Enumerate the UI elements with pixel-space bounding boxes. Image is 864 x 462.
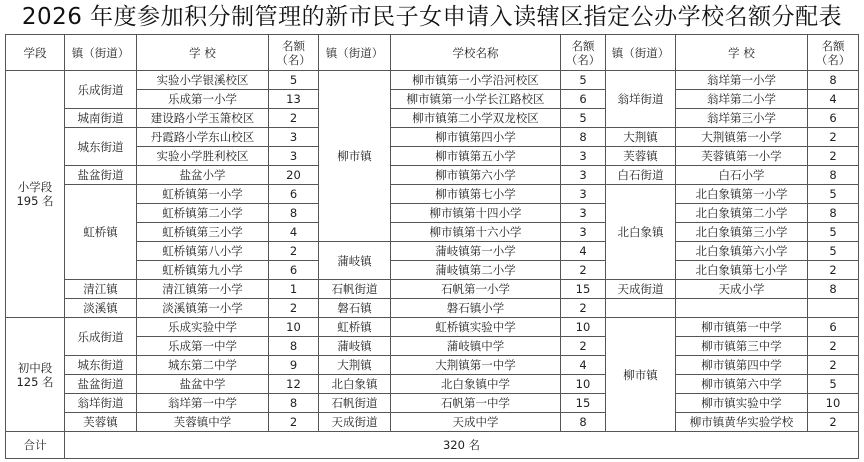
page-title: 2026 年度参加积分制管理的新市民子女申请入读辖区指定公办学校名额分配表: [21, 4, 843, 30]
town-cell: 石帆街道: [319, 394, 391, 413]
town-cell: 柳市镇: [319, 71, 391, 242]
quota-cell: 3: [561, 204, 606, 223]
table-row: [6, 280, 859, 299]
quota-cell: 12: [269, 375, 319, 394]
school-cell: 城东第二中学: [137, 356, 269, 375]
quota-cell: 2: [269, 242, 319, 261]
town-cell: 翁垟街道: [65, 394, 137, 413]
school-cell: 柳市镇第一小学长江路校区: [391, 90, 561, 109]
school-cell: 天成小学: [676, 280, 808, 299]
quota-cell: 8: [561, 413, 606, 432]
header-town-2: 镇（街道）: [319, 35, 391, 71]
school-cell: 磐石镇小学: [391, 299, 561, 318]
school-cell: 实验小学胜利校区: [137, 147, 269, 166]
quota-cell: 5: [561, 109, 606, 128]
town-cell: 虹桥镇: [65, 185, 137, 280]
school-cell: 蒲岐镇中学: [391, 337, 561, 356]
school-cell: 北白象镇第六小学: [676, 242, 808, 261]
school-cell: 白石小学: [676, 166, 808, 185]
school-cell: 翁垟第一小学: [676, 71, 808, 90]
table-row: [6, 185, 859, 204]
school-cell: 翁垟第一中学: [137, 394, 269, 413]
school-cell: 柳市镇第二小学双龙校区: [391, 109, 561, 128]
school-cell: 北白象镇中学: [391, 375, 561, 394]
school-cell: 翁垟第二小学: [676, 90, 808, 109]
school-cell: 石帆第一小学: [391, 280, 561, 299]
quota-cell: 2: [808, 356, 859, 375]
school-cell: 北白象镇第三小学: [676, 223, 808, 242]
town-cell: 天成街道: [606, 280, 676, 299]
header-quota-unit: （名）: [815, 52, 851, 67]
quota-cell: 2: [808, 261, 859, 280]
quota-cell: 8: [808, 280, 859, 299]
school-cell: 蒲岐镇第一小学: [391, 242, 561, 261]
quota-cell: 2: [269, 109, 319, 128]
town-cell: 大荆镇: [319, 356, 391, 375]
quota-cell: 4: [561, 242, 606, 261]
stage-label: 初中段: [17, 360, 53, 375]
quota-cell: 6: [269, 185, 319, 204]
school-cell: 北白象镇第一小学: [676, 185, 808, 204]
school-cell: 乐成实验中学: [137, 318, 269, 337]
school-cell: 虹桥镇第九小学: [137, 261, 269, 280]
school-cell: 大荆镇第一中学: [391, 356, 561, 375]
quota-cell: 8: [269, 394, 319, 413]
quota-cell: 6: [269, 261, 319, 280]
quota-cell: 8: [561, 128, 606, 147]
school-cell: 柳市镇第四中学: [676, 356, 808, 375]
school-cell: 翁垟第三小学: [676, 109, 808, 128]
quota-cell: 2: [808, 147, 859, 166]
header-quota-label: 名额: [282, 38, 305, 53]
school-cell: 盐盆中学: [137, 375, 269, 394]
school-cell: 实验小学银溪校区: [137, 71, 269, 90]
quota-cell: 8: [808, 204, 859, 223]
stage-quota: 195 名: [16, 194, 54, 208]
quota-cell: 10: [269, 318, 319, 337]
quota-cell: 3: [561, 147, 606, 166]
town-cell: 白石街道: [606, 166, 676, 185]
quota-cell: 5: [808, 185, 859, 204]
total-label: 合计: [6, 432, 65, 459]
town-cell: 蒲岐镇: [319, 337, 391, 356]
quota-cell: 13: [269, 90, 319, 109]
total-value: 320 名: [65, 432, 859, 459]
town-cell: 城东街道: [65, 128, 137, 166]
school-cell: 柳市镇第十六小学: [391, 223, 561, 242]
header-school-2: 学校名称: [391, 35, 561, 71]
school-cell: 大荆镇第一小学: [676, 128, 808, 147]
town-cell: 芙蓉镇: [606, 147, 676, 166]
town-cell: 城东街道: [65, 356, 137, 375]
school-cell: 天成中学: [391, 413, 561, 432]
table-row: [6, 71, 859, 90]
stage-quota: 125 名: [16, 374, 54, 389]
header-quota-3: [808, 35, 859, 71]
table-row: [6, 128, 859, 147]
quota-cell: 5: [808, 375, 859, 394]
school-cell: 柳市镇第四小学: [391, 128, 561, 147]
town-cell: 盐盆街道: [65, 375, 137, 394]
empty-cell: [808, 299, 859, 318]
school-cell: 柳市镇第六中学: [676, 375, 808, 394]
header-quota-2: [561, 35, 606, 71]
town-cell: 柳市镇: [606, 318, 676, 432]
header-quota-unit: （名）: [276, 52, 311, 67]
school-cell: 虹桥镇第二小学: [137, 204, 269, 223]
header-row: [6, 35, 859, 71]
town-cell: 北白象镇: [606, 185, 676, 280]
quota-cell: 2: [269, 413, 319, 432]
quota-cell: 1: [269, 280, 319, 299]
quota-cell: 2: [269, 299, 319, 318]
school-cell: 柳市镇第五小学: [391, 147, 561, 166]
table-row: [6, 394, 859, 413]
table-row: [6, 356, 859, 375]
quota-cell: 10: [561, 318, 606, 337]
header-quota-1: [269, 35, 319, 71]
quota-cell: 2: [561, 261, 606, 280]
school-cell: 柳市镇黄华实验学校: [676, 413, 808, 432]
school-cell: 芙蓉镇中学: [137, 413, 269, 432]
town-cell: 虹桥镇: [319, 318, 391, 337]
stage-junior: [6, 318, 65, 432]
quota-cell: 10: [561, 375, 606, 394]
school-cell: 柳市镇第三中学: [676, 337, 808, 356]
stage-label: 小学段: [17, 180, 53, 194]
school-cell: 柳市镇第六小学: [391, 166, 561, 185]
quota-cell: 2: [808, 337, 859, 356]
quota-cell: 4: [808, 90, 859, 109]
town-cell: 蒲岐镇: [319, 242, 391, 280]
quota-cell: 3: [561, 223, 606, 242]
school-cell: 芙蓉镇第一小学: [676, 147, 808, 166]
school-cell: 北白象镇第七小学: [676, 261, 808, 280]
school-cell: 丹霞路小学东山校区: [137, 128, 269, 147]
school-cell: 乐成第一小学: [137, 90, 269, 109]
quota-cell: 3: [561, 166, 606, 185]
school-cell: 柳市镇第一小学沿河校区: [391, 71, 561, 90]
header-quota-label: 名额: [571, 38, 595, 53]
table-row: [6, 299, 859, 318]
quota-cell: 3: [561, 185, 606, 204]
school-cell: 虹桥镇第八小学: [137, 242, 269, 261]
quota-cell: 5: [269, 71, 319, 90]
total-row: [6, 432, 859, 459]
school-cell: 柳市镇第七小学: [391, 185, 561, 204]
quota-cell: 3: [269, 128, 319, 147]
table-row: [6, 109, 859, 128]
quota-cell: 6: [808, 318, 859, 337]
school-cell: 北白象镇第二小学: [676, 204, 808, 223]
quota-cell: 9: [269, 356, 319, 375]
school-cell: 淡溪镇第一小学: [137, 299, 269, 318]
town-cell: 城南街道: [65, 109, 137, 128]
table-row: [6, 166, 859, 185]
quota-cell: 15: [561, 280, 606, 299]
town-cell: 淡溪镇: [65, 299, 137, 318]
quota-cell: 8: [808, 166, 859, 185]
school-cell: 虹桥镇第三小学: [137, 223, 269, 242]
school-cell: 建设路小学玉箫校区: [137, 109, 269, 128]
town-cell: 天成街道: [319, 413, 391, 432]
header-quota-label: 名额: [821, 38, 845, 53]
quota-cell: 8: [808, 71, 859, 90]
town-cell: 北白象镇: [319, 375, 391, 394]
school-cell: 清江镇第一小学: [137, 280, 269, 299]
quota-cell: 2: [561, 337, 606, 356]
table-row: [6, 318, 859, 337]
school-cell: 柳市镇实验中学: [676, 394, 808, 413]
header-town-3: 镇（街道）: [606, 35, 676, 71]
quota-cell: 8: [269, 204, 319, 223]
school-cell: 盐盆小学: [137, 166, 269, 185]
quota-cell: 8: [269, 337, 319, 356]
quota-cell: 5: [561, 71, 606, 90]
school-cell: 柳市镇第一中学: [676, 318, 808, 337]
stage-primary: [6, 71, 65, 318]
town-cell: 盐盆街道: [65, 166, 137, 185]
quota-cell: 20: [269, 166, 319, 185]
empty-cell: [676, 299, 808, 318]
quota-cell: 3: [269, 147, 319, 166]
school-cell: 石帆第一中学: [391, 394, 561, 413]
town-cell: 翁垟街道: [606, 71, 676, 128]
header-stage: 学段: [6, 35, 65, 71]
town-cell: 磐石镇: [319, 299, 391, 318]
header-town-1: 镇（街道）: [65, 35, 137, 71]
town-cell: 乐成街道: [65, 318, 137, 356]
quota-cell: 5: [808, 223, 859, 242]
table-row: [6, 375, 859, 394]
quota-cell: 4: [269, 223, 319, 242]
quota-cell: 2: [808, 128, 859, 147]
town-cell: 清江镇: [65, 280, 137, 299]
quota-cell: 6: [808, 109, 859, 128]
school-cell: 柳市镇第十四小学: [391, 204, 561, 223]
header-quota-unit: （名）: [565, 52, 601, 67]
empty-cell: [606, 299, 676, 318]
town-cell: 乐成街道: [65, 71, 137, 109]
quota-cell: 10: [808, 394, 859, 413]
school-cell: 乐成第一中学: [137, 337, 269, 356]
quota-cell: 5: [808, 242, 859, 261]
header-school-3: 学 校: [676, 35, 808, 71]
quota-cell: 2: [808, 413, 859, 432]
table-row: [6, 413, 859, 432]
school-cell: 蒲岐镇第二小学: [391, 261, 561, 280]
quota-allocation-table: [5, 34, 859, 459]
town-cell: 石帆街道: [319, 280, 391, 299]
quota-cell: 2: [561, 299, 606, 318]
town-cell: 大荆镇: [606, 128, 676, 147]
town-cell: 芙蓉镇: [65, 413, 137, 432]
quota-cell: 4: [561, 356, 606, 375]
header-school-1: 学 校: [137, 35, 269, 71]
school-cell: 虹桥镇第一小学: [137, 185, 269, 204]
quota-cell: 15: [561, 394, 606, 413]
quota-cell: 6: [561, 90, 606, 109]
school-cell: 虹桥镇实验中学: [391, 318, 561, 337]
